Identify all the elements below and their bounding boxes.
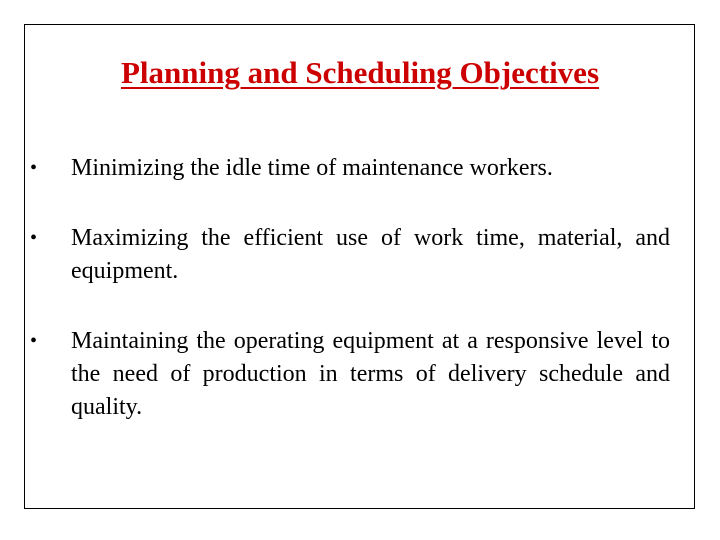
slide-title: Planning and Scheduling Objectives (120, 55, 600, 90)
bullet-text: Minimizing the idle time of maintenance workers. (71, 155, 553, 181)
bullet-item (30, 152, 670, 185)
bullet-icon: • (30, 157, 38, 179)
bullet-icon: • (30, 330, 38, 352)
bullet-list (30, 152, 670, 424)
bullet-icon: • (30, 227, 38, 249)
bullet-text: Maintaining the operating equipment at a responsive level to the need of production in terms of delivery schedule and quality. (71, 328, 670, 420)
bullet-text: Maximizing the efficient use of work time, material, and equipment. (71, 225, 670, 284)
bullet-item (30, 222, 670, 288)
bullet-item (30, 325, 670, 424)
